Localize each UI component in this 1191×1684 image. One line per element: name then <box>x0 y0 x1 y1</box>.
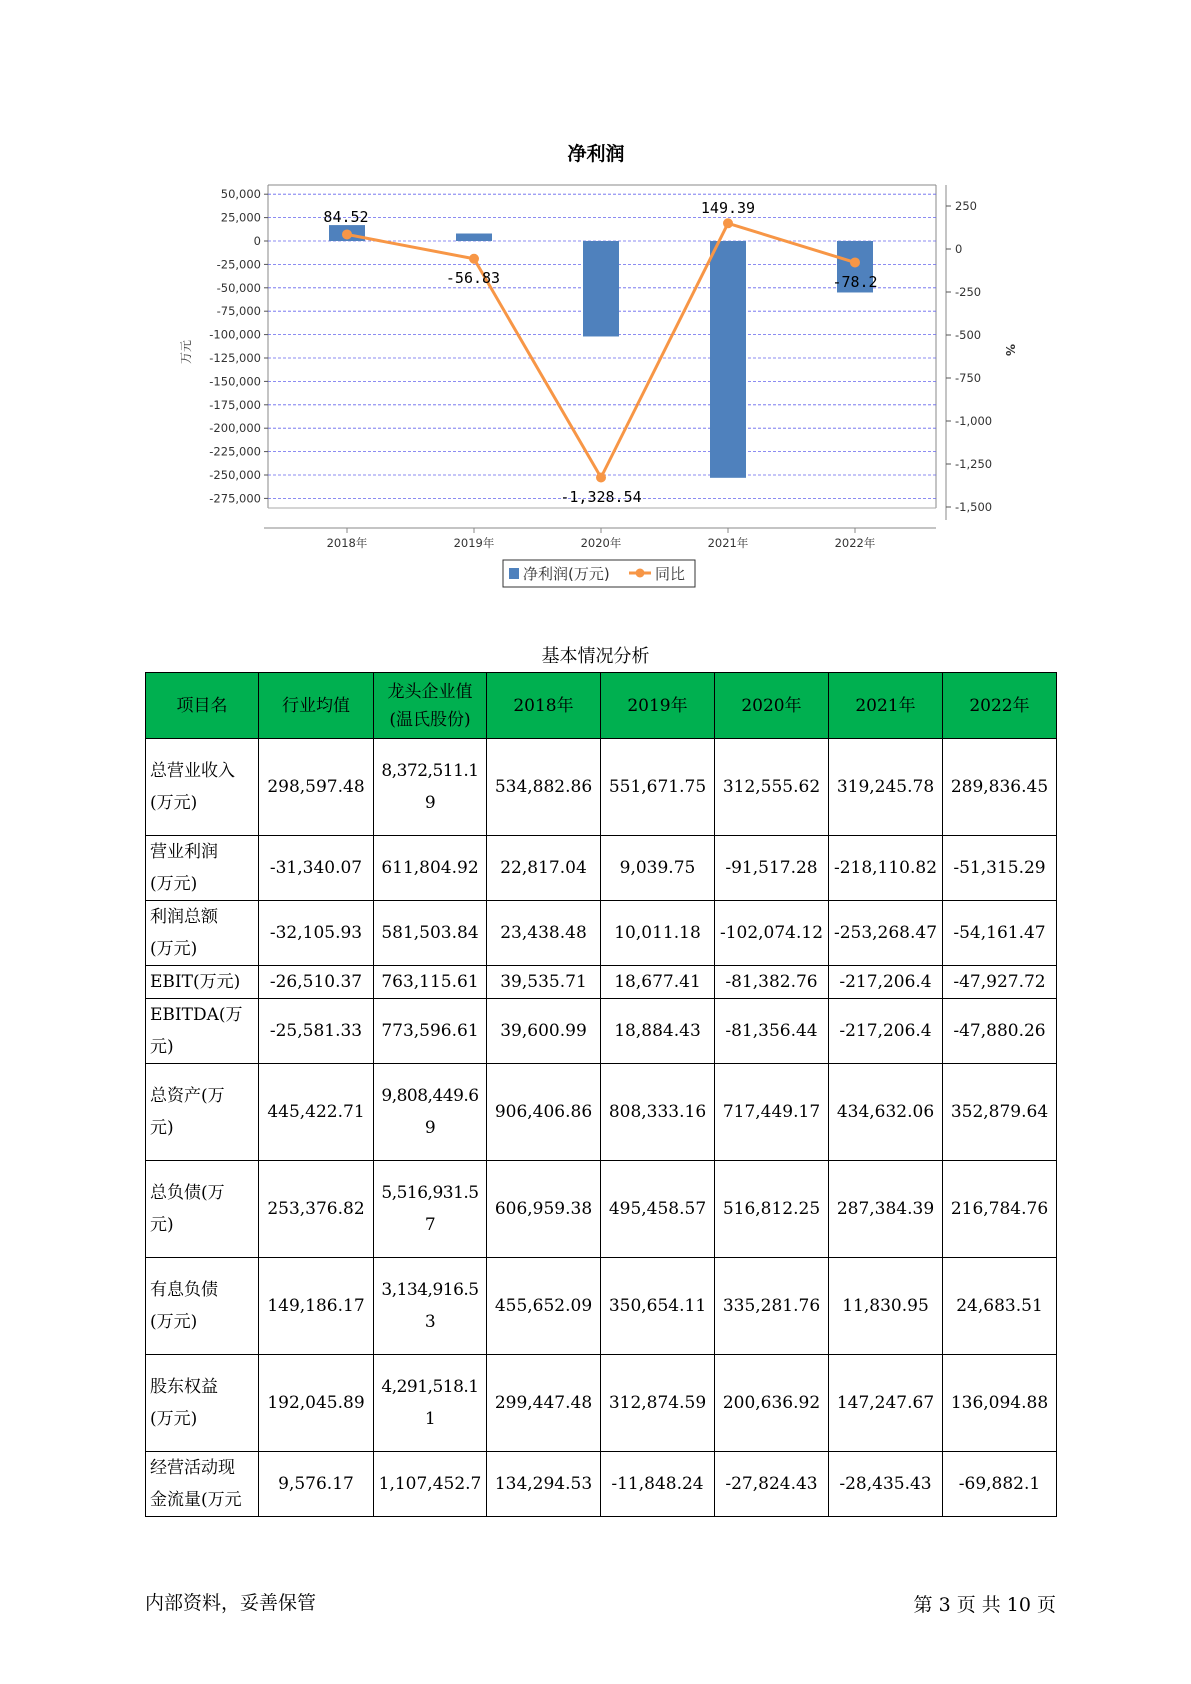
value-cell: 39,535.71 <box>487 966 601 999</box>
table-body <box>146 739 1057 1517</box>
value-cell: 312,555.62 <box>715 739 829 836</box>
value-cell: 39,600.99 <box>487 999 601 1064</box>
x-tick-label: 2020年 <box>580 536 622 550</box>
row-name-cell: 利润总额 (万元) <box>146 901 259 966</box>
value-cell: -253,268.47 <box>829 901 943 966</box>
right-tick-label: -1,250 <box>955 457 993 471</box>
left-tick-label: 25,000 <box>220 210 261 225</box>
value-cell: -54,161.47 <box>943 901 1057 966</box>
value-cell: 9,576.17 <box>259 1452 374 1517</box>
table-row <box>146 1161 1057 1258</box>
row-name-cell: 总资产(万 元) <box>146 1064 259 1161</box>
value-cell: 8,372,511.19 <box>374 739 487 836</box>
value-cell: 134,294.53 <box>487 1452 601 1517</box>
legend-bar-label: 净利润(万元) <box>523 565 610 583</box>
value-cell: 5,516,931.57 <box>374 1161 487 1258</box>
row-name-cell: 营业利润 (万元) <box>146 836 259 901</box>
value-cell: 581,503.84 <box>374 901 487 966</box>
value-cell: -28,435.43 <box>829 1452 943 1517</box>
table-header-cell: 2018年 <box>487 673 601 739</box>
bar-net-profit <box>583 241 619 336</box>
value-cell: 298,597.48 <box>259 739 374 836</box>
yoy-data-label: 84.52 <box>323 208 369 226</box>
chart-canvas <box>0 0 1191 600</box>
value-cell: 319,245.78 <box>829 739 943 836</box>
value-cell: 534,882.86 <box>487 739 601 836</box>
left-tick-label: -100,000 <box>209 327 261 342</box>
value-cell: -31,340.07 <box>259 836 374 901</box>
table-header-cell: 2021年 <box>829 673 943 739</box>
table-header-cell: 2020年 <box>715 673 829 739</box>
left-tick-label: -150,000 <box>209 374 261 389</box>
basic-analysis-table <box>145 672 1057 1517</box>
yoy-point <box>342 229 352 239</box>
table-header-cell: 项目名 <box>146 673 259 739</box>
value-cell: 18,884.43 <box>601 999 715 1064</box>
value-cell: 147,247.67 <box>829 1355 943 1452</box>
value-cell: 551,671.75 <box>601 739 715 836</box>
right-tick-label: -250 <box>955 285 982 299</box>
x-tick-label: 2019年 <box>453 536 495 550</box>
left-tick-label: -175,000 <box>209 397 261 412</box>
x-tick-label: 2018年 <box>326 536 368 550</box>
x-tick-label: 2022年 <box>834 536 876 550</box>
row-name-cell: 总负债(万 元) <box>146 1161 259 1258</box>
value-cell: -69,882.1 <box>943 1452 1057 1517</box>
table-row <box>146 739 1057 836</box>
value-cell: 611,804.92 <box>374 836 487 901</box>
value-cell: -217,206.4 <box>829 999 943 1064</box>
value-cell: 335,281.76 <box>715 1258 829 1355</box>
left-tick-label: -50,000 <box>216 280 261 295</box>
value-cell: 9,039.75 <box>601 836 715 901</box>
right-tick-label: -750 <box>955 371 982 385</box>
value-cell: -218,110.82 <box>829 836 943 901</box>
value-cell: 200,636.92 <box>715 1355 829 1452</box>
value-cell: 1,107,452.7 <box>374 1452 487 1517</box>
yoy-data-label: -1,328.54 <box>560 488 642 506</box>
table-row <box>146 1452 1057 1517</box>
value-cell: 9,808,449.69 <box>374 1064 487 1161</box>
yoy-point <box>596 473 606 483</box>
yoy-data-label: -78.2 <box>832 273 878 291</box>
value-cell: -47,927.72 <box>943 966 1057 999</box>
value-cell: 352,879.64 <box>943 1064 1057 1161</box>
value-cell: 808,333.16 <box>601 1064 715 1161</box>
row-name-cell: EBITDA(万 元) <box>146 999 259 1064</box>
right-tick-label: -1,500 <box>955 500 993 514</box>
right-tick-label: 250 <box>955 199 977 213</box>
table-row <box>146 1064 1057 1161</box>
value-cell: 445,422.71 <box>259 1064 374 1161</box>
value-cell: -81,356.44 <box>715 999 829 1064</box>
table-header-cell: 2022年 <box>943 673 1057 739</box>
value-cell: -51,315.29 <box>943 836 1057 901</box>
row-name-cell: 股东权益 (万元) <box>146 1355 259 1452</box>
footer-confidential-note: 内部资料，妥善保管 <box>145 1592 317 1614</box>
table-header-cell: 龙头企业值 (温氏股份) <box>374 673 487 739</box>
value-cell: -217,206.4 <box>829 966 943 999</box>
left-tick-label: -275,000 <box>209 491 261 506</box>
value-cell: -26,510.37 <box>259 966 374 999</box>
legend-line-marker <box>636 569 645 578</box>
value-cell: 216,784.76 <box>943 1161 1057 1258</box>
table-row <box>146 901 1057 966</box>
value-cell: 24,683.51 <box>943 1258 1057 1355</box>
value-cell: 4,291,518.11 <box>374 1355 487 1452</box>
table-row <box>146 999 1057 1064</box>
value-cell: 192,045.89 <box>259 1355 374 1452</box>
table-row <box>146 1258 1057 1355</box>
value-cell: 18,677.41 <box>601 966 715 999</box>
table-row <box>146 1355 1057 1452</box>
value-cell: 434,632.06 <box>829 1064 943 1161</box>
value-cell: -32,105.93 <box>259 901 374 966</box>
yoy-point <box>723 218 733 228</box>
row-name-cell: EBIT(万元) <box>146 966 259 999</box>
value-cell: 773,596.61 <box>374 999 487 1064</box>
table-header-cell: 2019年 <box>601 673 715 739</box>
left-tick-label: -225,000 <box>209 444 261 459</box>
value-cell: -102,074.12 <box>715 901 829 966</box>
row-name-cell: 总营业收入 (万元) <box>146 739 259 836</box>
yoy-data-label: -56.83 <box>445 269 501 287</box>
table-title: 基本情况分析 <box>541 646 650 667</box>
value-cell: 136,094.88 <box>943 1355 1057 1452</box>
row-name-cell: 经营活动现 金流量(万元 <box>146 1452 259 1517</box>
footer-page-number: 第 3 页 共 10 页 <box>913 1594 1056 1616</box>
value-cell: 22,817.04 <box>487 836 601 901</box>
value-cell: 312,874.59 <box>601 1355 715 1452</box>
x-tick-label: 2021年 <box>707 536 749 550</box>
left-tick-label: -200,000 <box>209 421 261 436</box>
value-cell: 906,406.86 <box>487 1064 601 1161</box>
value-cell: 23,438.48 <box>487 901 601 966</box>
left-tick-label: -250,000 <box>209 468 261 482</box>
table-row <box>146 836 1057 901</box>
left-tick-label: -75,000 <box>216 304 261 319</box>
yoy-point <box>850 257 860 267</box>
value-cell: 717,449.17 <box>715 1064 829 1161</box>
value-cell: -27,824.43 <box>715 1452 829 1517</box>
yoy-data-label: 149.39 <box>700 199 756 217</box>
left-tick-label: -25,000 <box>216 257 261 272</box>
table-row <box>146 966 1057 999</box>
value-cell: -11,848.24 <box>601 1452 715 1517</box>
right-tick-label: -500 <box>955 328 982 342</box>
value-cell: 299,447.48 <box>487 1355 601 1452</box>
value-cell: 10,011.18 <box>601 901 715 966</box>
value-cell: 350,654.11 <box>601 1258 715 1355</box>
table-header-cell: 行业均值 <box>259 673 374 739</box>
left-tick-label: -125,000 <box>209 351 261 365</box>
yoy-point <box>469 254 479 264</box>
value-cell: -91,517.28 <box>715 836 829 901</box>
value-cell: 606,959.38 <box>487 1161 601 1258</box>
value-cell: 763,115.61 <box>374 966 487 999</box>
value-cell: 516,812.25 <box>715 1161 829 1258</box>
left-axis-title: 万元 <box>179 339 193 365</box>
right-tick-label: -1,000 <box>955 414 993 428</box>
bar-net-profit <box>710 241 746 478</box>
right-axis-title: % <box>1003 343 1017 357</box>
left-tick-label: 0 <box>253 234 261 248</box>
value-cell: 455,652.09 <box>487 1258 601 1355</box>
left-tick-label: 50,000 <box>220 187 261 202</box>
value-cell: 3,134,916.53 <box>374 1258 487 1355</box>
value-cell: 11,830.95 <box>829 1258 943 1355</box>
value-cell: -25,581.33 <box>259 999 374 1064</box>
value-cell: 149,186.17 <box>259 1258 374 1355</box>
chart-title: 净利润 <box>567 143 625 165</box>
value-cell: -81,382.76 <box>715 966 829 999</box>
legend-bar-swatch <box>509 568 519 579</box>
value-cell: 495,458.57 <box>601 1161 715 1258</box>
bar-net-profit <box>456 234 492 241</box>
value-cell: 289,836.45 <box>943 739 1057 836</box>
value-cell: -47,880.26 <box>943 999 1057 1064</box>
table-header-row <box>146 673 1057 739</box>
legend-line-label: 同比 <box>655 565 686 583</box>
value-cell: 287,384.39 <box>829 1161 943 1258</box>
right-tick-label: 0 <box>955 242 963 256</box>
value-cell: 253,376.82 <box>259 1161 374 1258</box>
net-profit-chart <box>0 0 1191 600</box>
row-name-cell: 有息负债 (万元) <box>146 1258 259 1355</box>
